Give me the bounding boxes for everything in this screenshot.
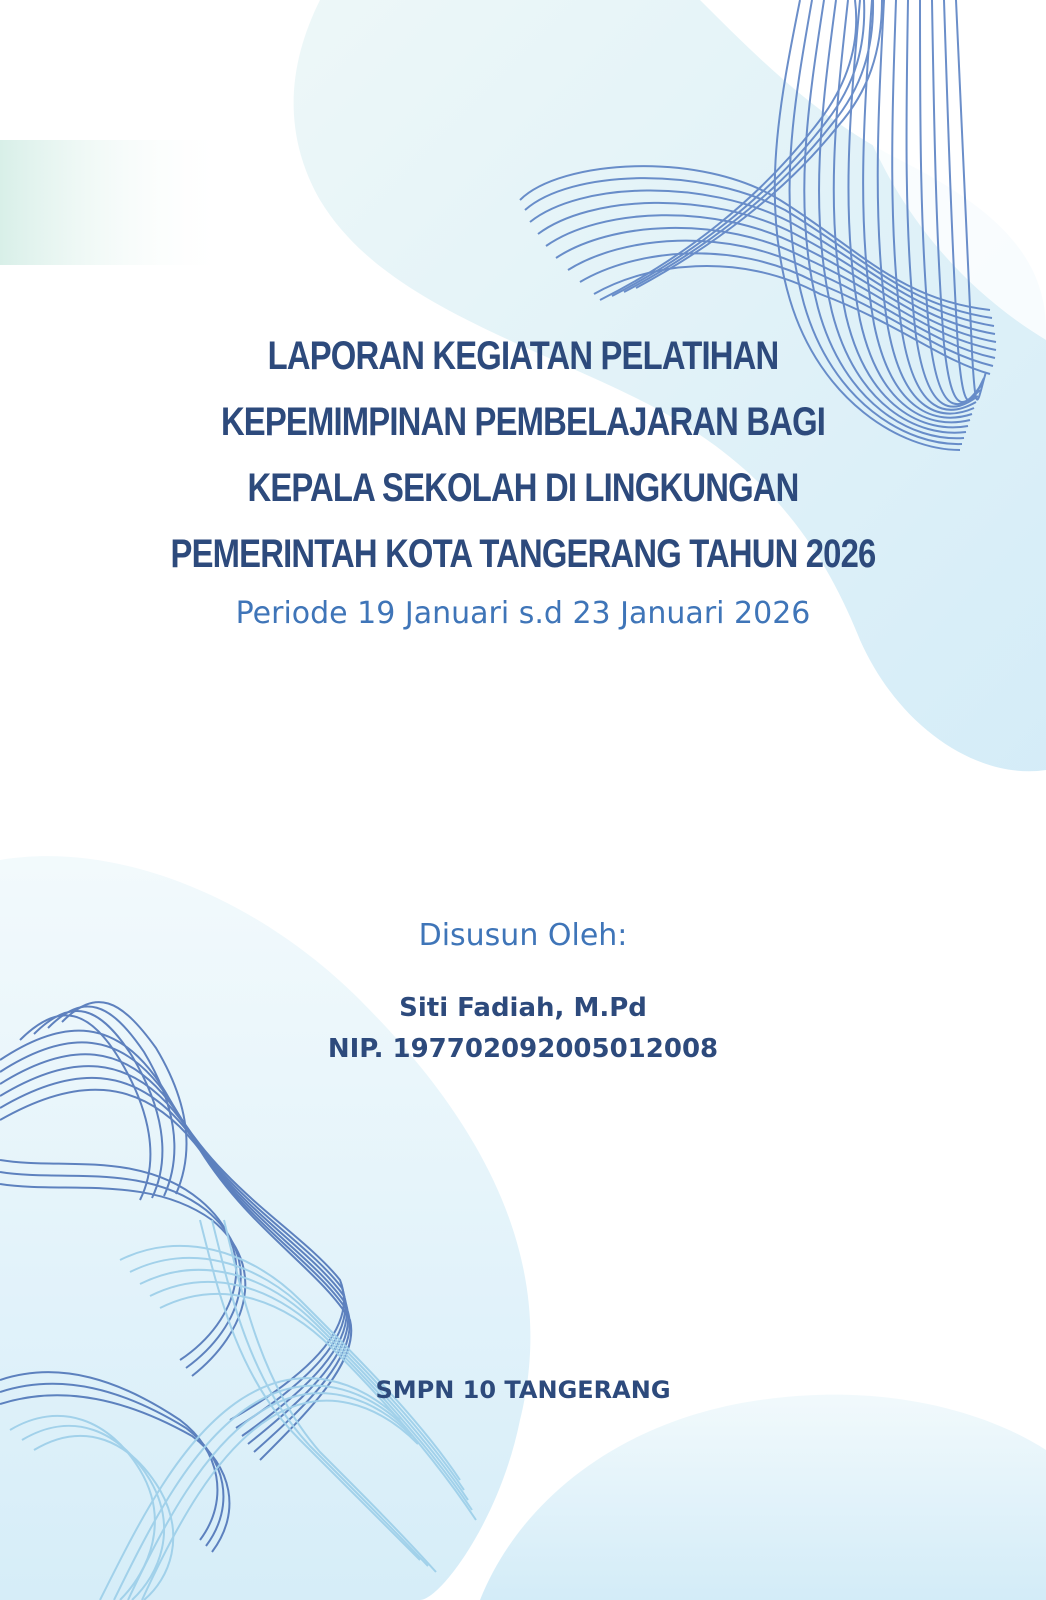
author-nip: NIP. 197702092005012008 [327,1034,719,1064]
prepared-by-label: Disusun Oleh: [418,918,628,953]
title-line-2: KEPEMIMPINAN PEMBELAJARAN BAGI [220,400,826,444]
school-name: SMPN 10 TANGERANG [375,1376,671,1404]
left-strip [0,140,230,265]
report-title [0,323,1046,587]
author-name: Siti Fadiah, M.Pd [399,993,647,1023]
bottom-blob [0,856,1046,1600]
period-subtitle: Periode 19 Januari s.d 23 Januari 2026 [235,596,811,631]
title-line-1: LAPORAN KEGIATAN PELATIHAN [267,334,779,378]
title-line-4: PEMERINTAH KOTA TANGERANG TAHUN 2026 [170,532,876,576]
title-line-3: KEPALA SEKOLAH DI LINGKUNGAN [247,466,799,510]
